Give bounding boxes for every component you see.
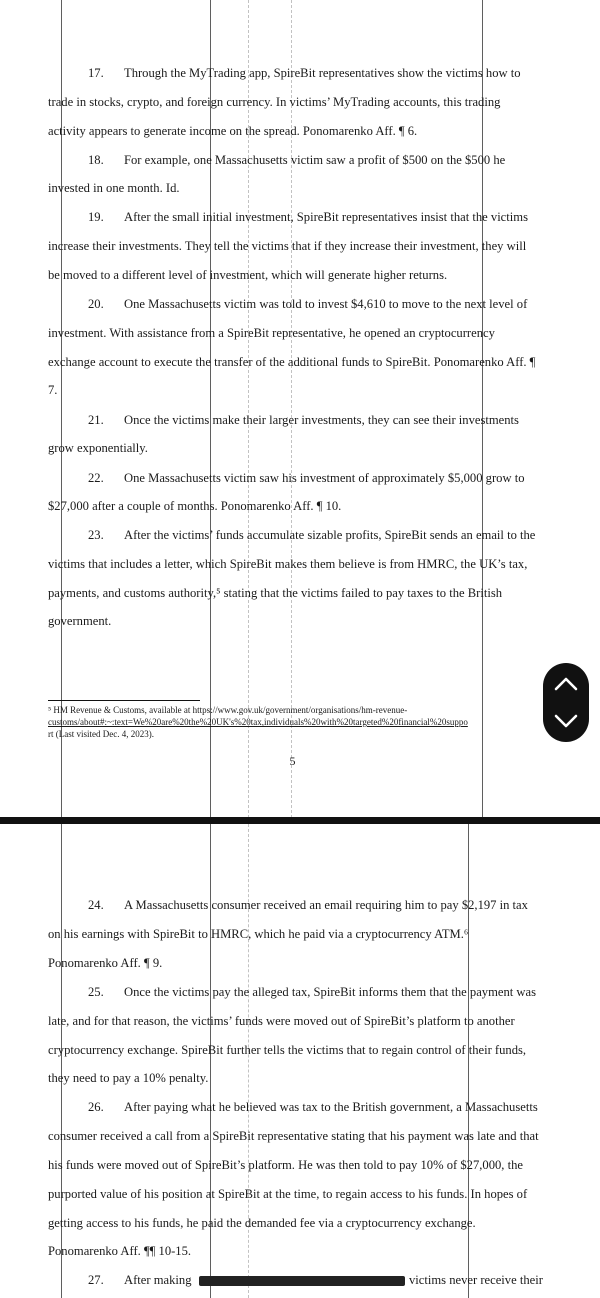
paragraph-20-line: investment. With assistance from a SpireBit representative, he opened an cryptocurrency: [48, 326, 495, 340]
paragraph-20-line: 20. One Massachusetts victim was told to invest $4,610 to move to the next level of: [88, 297, 528, 311]
paragraph-26-line: his funds were moved out of SpireBit’s platform. He was then told to pay 10% of $27,000, the: [48, 1158, 523, 1172]
paragraph-24-line: 24. A Massachusetts consumer received an email requiring him to pay $2,197 in tax: [88, 898, 528, 912]
paragraph-26-line: consumer received a call from a SpireBit representative stating that his payment was late and that: [48, 1129, 539, 1143]
paragraph-22-line: 22. One Massachusetts victim saw his investment of approximately $5,000 grow to: [88, 471, 525, 485]
paragraph-26-line: purported value of his position at SpireBit at the time, to regain access to his funds. In hopes of: [48, 1187, 528, 1201]
page-separator: [0, 817, 600, 824]
footnote-line: rt (Last visited Dec. 4, 2023).: [48, 729, 154, 739]
paragraph-18-line: 18. For example, one Massachusetts victim saw a profit of $500 on the $500 he: [88, 153, 506, 167]
scroll-control: [543, 663, 589, 742]
paragraph-25-line: 25. Once the victims pay the alleged tax, SpireBit informs them that the payment was: [88, 985, 536, 999]
paragraph-17-line: 17. Through the MyTrading app, SpireBit representatives show the victims how to: [88, 66, 521, 80]
paragraph-26-line: getting access to his funds, he paid the demanded fee via a cryptocurrency exchange.: [48, 1216, 476, 1230]
scroll-down-button[interactable]: [543, 702, 589, 740]
redaction-bar: [199, 1276, 405, 1286]
footnote-link[interactable]: customs/about#:~:text=We%20are%20the%20UK's%20tax,individuals%20with%20targeted%20financial%20suppo: [48, 717, 468, 727]
scan-artifact-line: [210, 0, 211, 818]
page-number: 5: [289, 754, 296, 768]
scan-artifact-line: [61, 0, 62, 818]
paragraph-23-line: 23. After the victims’ funds accumulate sizable profits, SpireBit sends an email to the: [88, 528, 536, 542]
paragraph-25-line: they need to pay a 10% penalty.: [48, 1071, 209, 1085]
footnote-line: ⁵ HM Revenue & Customs, available at https://www.gov.uk/government/organisations/hm-revenue-: [48, 705, 408, 715]
paragraph-27-line: victims never receive their: [409, 1273, 543, 1287]
paragraph-24-line: Ponomarenko Aff. ¶ 9.: [48, 956, 163, 970]
paragraph-18-line: invested in one month. Id.: [48, 181, 180, 195]
scroll-up-button[interactable]: [543, 665, 589, 703]
scan-artifact-line: [248, 0, 249, 818]
paragraph-19-line: 19. After the small initial investment, SpireBit representatives insist that the victims: [88, 210, 528, 224]
paragraph-19-line: be moved to a different level of investment, which will generate higher returns.: [48, 268, 448, 282]
paragraph-23-line: payments, and customs authority,⁵ stating that the victims failed to pay taxes to the British: [48, 586, 503, 600]
scan-artifact-line: [482, 0, 483, 818]
paragraph-20-line: exchange account to execute the transfer of the additional funds to SpireBit. Ponomarenko Aff. ¶: [48, 355, 536, 369]
paragraph-25-line: late, and for that reason, the victims’ funds were moved out of SpireBit’s platform to another: [48, 1014, 515, 1028]
paragraph-23-line: victims that includes a letter, which SpireBit makes them believe is from HMRC, the UK’s tax,: [48, 557, 528, 571]
paragraph-21-line: grow exponentially.: [48, 441, 148, 455]
paragraph-20-line: 7.: [48, 383, 58, 397]
paragraph-26-line: 26. After paying what he believed was tax to the British government, a Massachusetts: [88, 1100, 538, 1114]
paragraph-25-line: cryptocurrency exchange. SpireBit further tells the victims that to regain control of their funds,: [48, 1043, 527, 1057]
paragraph-19-line: increase their investments. They tell the victims that if they increase their investment, they will: [48, 239, 527, 253]
paragraph-22-line: $27,000 after a couple of months. Ponomarenko Aff. ¶ 10.: [48, 499, 342, 513]
scan-artifact-line: [291, 0, 292, 818]
paragraph-24-line: on his earnings with SpireBit to HMRC, which he paid via a cryptocurrency ATM.⁶: [48, 927, 469, 941]
chevron-up-icon: [553, 676, 579, 692]
paragraph-27-line: 27. After making: [88, 1273, 192, 1287]
chevron-down-icon: [553, 713, 579, 729]
paragraph-26-line: Ponomarenko Aff. ¶¶ 10-15.: [48, 1244, 192, 1258]
paragraph-21-line: 21. Once the victims make their larger investments, they can see their investments: [88, 413, 519, 427]
paragraph-17-line: activity appears to generate income on the spread. Ponomarenko Aff. ¶ 6.: [48, 124, 418, 138]
paragraph-23-line: government.: [48, 614, 112, 628]
paragraph-17-line: trade in stocks, crypto, and foreign currency. In victims’ MyTrading accounts, this trading: [48, 95, 501, 109]
footnote-divider: [48, 700, 200, 701]
